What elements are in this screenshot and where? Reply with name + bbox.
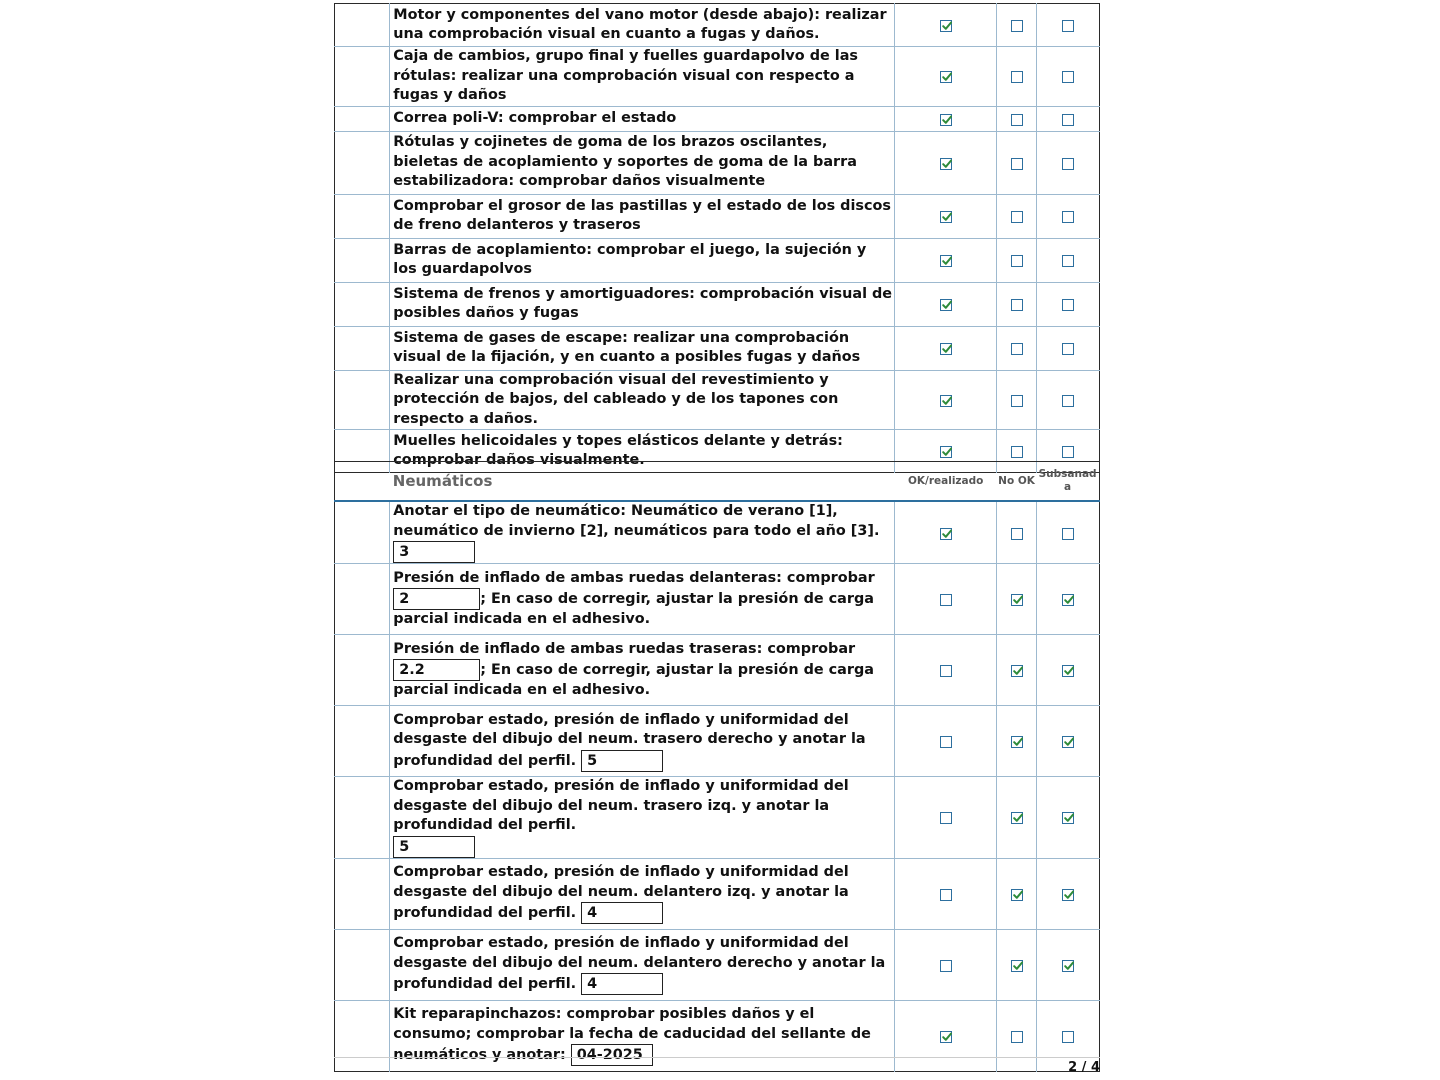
column-header-subsanada: Subsanad a xyxy=(1036,462,1099,502)
checkbox-no-ok[interactable] xyxy=(1011,255,1023,267)
checkbox-subsanada[interactable] xyxy=(1062,71,1074,83)
checkbox-subsanada[interactable] xyxy=(1062,812,1074,824)
checkbox-ok[interactable] xyxy=(940,211,952,223)
checkbox-ok[interactable] xyxy=(940,594,952,606)
footer-divider xyxy=(334,1057,1100,1058)
row-number-cell xyxy=(335,929,390,1000)
checkbox-no-ok[interactable] xyxy=(1011,446,1023,458)
rear-right-depth-field[interactable]: 5 xyxy=(581,750,663,772)
row-number-cell xyxy=(335,47,390,107)
checkbox-ok[interactable] xyxy=(940,255,952,267)
front-pressure-field[interactable]: 2 xyxy=(393,588,480,610)
checkbox-no-ok[interactable] xyxy=(1011,158,1023,170)
table-row xyxy=(335,238,1100,282)
row-description xyxy=(390,706,895,777)
checkbox-no-ok[interactable] xyxy=(1011,736,1023,748)
row-description: Sistema de gases de escape: realizar una comprobación visual de la fijación, y en cuanto a posibles fugas y daños xyxy=(390,326,895,370)
checkbox-ok[interactable] xyxy=(940,299,952,311)
column-header-no-ok: No OK xyxy=(997,462,1036,502)
table-row xyxy=(335,106,1100,131)
checkbox-subsanada[interactable] xyxy=(1062,255,1074,267)
row-description xyxy=(390,501,895,564)
checkbox-ok[interactable] xyxy=(940,812,952,824)
checkbox-no-ok[interactable] xyxy=(1011,1031,1023,1043)
front-right-depth-field[interactable]: 4 xyxy=(581,973,663,995)
row-description: Rótulas y cojinetes de goma de los brazos oscilantes, bieletas de acoplamiento y soportes de goma de la barra estabilizadora: comprobar daños visualmente xyxy=(390,131,895,194)
checkbox-no-ok[interactable] xyxy=(1011,395,1023,407)
row-number-cell xyxy=(335,370,390,430)
front-left-depth-field[interactable]: 4 xyxy=(581,902,663,924)
row-number-cell xyxy=(335,194,390,238)
row-description: Sistema de frenos y amortiguadores: comprobación visual de posibles daños y fugas xyxy=(390,282,895,326)
table-row xyxy=(335,706,1100,777)
row-description xyxy=(390,635,895,706)
row-description: Barras de acoplamiento: comprobar el juego, la sujeción y los guardapolvos xyxy=(390,238,895,282)
row-description xyxy=(390,564,895,635)
header-spacer xyxy=(335,462,390,502)
tires-table xyxy=(334,461,1100,1072)
row-text: Comprobar estado, presión de inflado y uniformidad del desgaste del dibujo del neum. delantero derecho y anotar la profundidad del perfil. xyxy=(393,935,886,992)
row-description xyxy=(390,929,895,1000)
checkbox-subsanada[interactable] xyxy=(1062,594,1074,606)
row-text: Anotar el tipo de neumático: Neumático de verano [1], neumático de invierno [2], neumáticos para todo el año [3]. xyxy=(393,503,880,539)
row-text: Comprobar estado, presión de inflado y uniformidad del desgaste del dibujo del neum. trasero izq. y anotar la profundidad del perfil. xyxy=(393,778,849,833)
checkbox-no-ok[interactable] xyxy=(1011,889,1023,901)
checkbox-no-ok[interactable] xyxy=(1011,594,1023,606)
table-row xyxy=(335,282,1100,326)
checkbox-ok[interactable] xyxy=(940,446,952,458)
rear-pressure-field[interactable]: 2.2 xyxy=(393,659,480,681)
table-row xyxy=(335,501,1100,564)
checkbox-ok[interactable] xyxy=(940,889,952,901)
section-title: Neumáticos xyxy=(390,462,895,502)
row-number-cell xyxy=(335,282,390,326)
table-row xyxy=(335,564,1100,635)
table-row xyxy=(335,326,1100,370)
row-number-cell xyxy=(335,635,390,706)
column-header-ok: OK/realizado xyxy=(894,462,997,502)
checkbox-subsanada[interactable] xyxy=(1062,114,1074,126)
inspection-table xyxy=(334,3,1100,473)
tire-type-field[interactable]: 3 xyxy=(393,541,475,563)
checkbox-subsanada[interactable] xyxy=(1062,960,1074,972)
row-number-cell xyxy=(335,131,390,194)
checkbox-subsanada[interactable] xyxy=(1062,446,1074,458)
checkbox-subsanada[interactable] xyxy=(1062,20,1074,32)
row-number-cell xyxy=(335,238,390,282)
row-number-cell xyxy=(335,777,390,859)
checkbox-ok[interactable] xyxy=(940,114,952,126)
checkbox-subsanada[interactable] xyxy=(1062,889,1074,901)
checkbox-no-ok[interactable] xyxy=(1011,343,1023,355)
row-number-cell xyxy=(335,326,390,370)
row-description: Comprobar el grosor de las pastillas y el estado de los discos de freno delanteros y traseros xyxy=(390,194,895,238)
row-description xyxy=(390,777,895,859)
row-description: Realizar una comprobación visual del revestimiento y protección de bajos, del cableado y de los tapones con respecto a daños. xyxy=(390,370,895,430)
checkbox-ok[interactable] xyxy=(940,665,952,677)
row-description: Caja de cambios, grupo final y fuelles guardapolvo de las rótulas: realizar una comprobación visual con respecto a fugas y daños xyxy=(390,47,895,107)
checkbox-ok[interactable] xyxy=(940,395,952,407)
checkbox-subsanada[interactable] xyxy=(1062,395,1074,407)
checkbox-no-ok[interactable] xyxy=(1011,71,1023,83)
page-number: 2 / 4 xyxy=(1068,1060,1100,1075)
row-text: Comprobar estado, presión de inflado y uniformidad del desgaste del dibujo del neum. delantero izq. y anotar la profundidad del perfil. xyxy=(393,864,849,921)
checkbox-no-ok[interactable] xyxy=(1011,665,1023,677)
row-description: Muelles helicoidales y topes elásticos delante y detrás: comprobar daños visualmente. xyxy=(390,430,895,473)
table-row xyxy=(335,858,1100,929)
checkbox-ok[interactable] xyxy=(940,20,952,32)
table-row xyxy=(335,929,1100,1000)
checkbox-ok[interactable] xyxy=(940,528,952,540)
row-text-after: ; En caso de corregir, ajustar la presión de carga parcial indicada en el adhesivo. xyxy=(393,662,874,698)
row-text: Kit reparapinchazos: comprobar posibles daños y el consumo; comprobar la fecha de caducidad del sellante de neumáticos y anotar: xyxy=(393,1006,871,1063)
checkbox-no-ok[interactable] xyxy=(1011,299,1023,311)
row-text: Comprobar estado, presión de inflado y uniformidad del desgaste del dibujo del neum. trasero derecho y anotar la profundidad del perfil. xyxy=(393,711,866,769)
row-number-cell xyxy=(335,858,390,929)
sealant-expiry-field[interactable]: 04-2025 xyxy=(571,1044,653,1066)
row-text: Presión de inflado de ambas ruedas traseras: comprobar xyxy=(393,640,856,657)
row-number-cell xyxy=(335,1000,390,1071)
table-row xyxy=(335,777,1100,859)
checkbox-subsanada[interactable] xyxy=(1062,211,1074,223)
checkbox-no-ok[interactable] xyxy=(1011,211,1023,223)
checkbox-ok[interactable] xyxy=(940,1031,952,1043)
checkbox-subsanada[interactable] xyxy=(1062,736,1074,748)
row-number-cell xyxy=(335,4,390,47)
checkbox-ok[interactable] xyxy=(940,158,952,170)
table-row xyxy=(335,1000,1100,1071)
row-number-cell xyxy=(335,501,390,564)
checkbox-subsanada[interactable] xyxy=(1062,665,1074,677)
checkbox-subsanada[interactable] xyxy=(1062,1031,1074,1043)
checkbox-subsanada[interactable] xyxy=(1062,158,1074,170)
checkbox-ok[interactable] xyxy=(940,343,952,355)
checkbox-no-ok[interactable] xyxy=(1011,812,1023,824)
checkbox-subsanada[interactable] xyxy=(1062,343,1074,355)
checkbox-no-ok[interactable] xyxy=(1011,528,1023,540)
checkbox-no-ok[interactable] xyxy=(1011,960,1023,972)
row-number-cell xyxy=(335,106,390,131)
checkbox-ok[interactable] xyxy=(940,960,952,972)
checkbox-no-ok[interactable] xyxy=(1011,114,1023,126)
row-description: Motor y componentes del vano motor (desde abajo): realizar una comprobación visual en cuanto a fugas y daños. xyxy=(390,4,895,47)
table-row xyxy=(335,370,1100,430)
row-number-cell xyxy=(335,564,390,635)
row-text-after: ; En caso de corregir, ajustar la presión de carga parcial indicada en el adhesivo. xyxy=(393,591,874,627)
checkbox-subsanada[interactable] xyxy=(1062,299,1074,311)
table-row xyxy=(335,131,1100,194)
rear-left-depth-field[interactable]: 5 xyxy=(393,836,475,858)
row-description xyxy=(390,858,895,929)
table-row xyxy=(335,47,1100,107)
table-row xyxy=(335,4,1100,47)
checkbox-ok[interactable] xyxy=(940,736,952,748)
tires-header-row xyxy=(335,462,1100,502)
row-text: Presión de inflado de ambas ruedas delanteras: comprobar xyxy=(393,569,875,586)
row-description: Correa poli-V: comprobar el estado xyxy=(390,106,895,131)
table-row xyxy=(335,194,1100,238)
row-number-cell xyxy=(335,706,390,777)
row-description xyxy=(390,1000,895,1071)
table-row xyxy=(335,635,1100,706)
checkbox-no-ok[interactable] xyxy=(1011,20,1023,32)
checkbox-ok[interactable] xyxy=(940,71,952,83)
checkbox-subsanada[interactable] xyxy=(1062,528,1074,540)
